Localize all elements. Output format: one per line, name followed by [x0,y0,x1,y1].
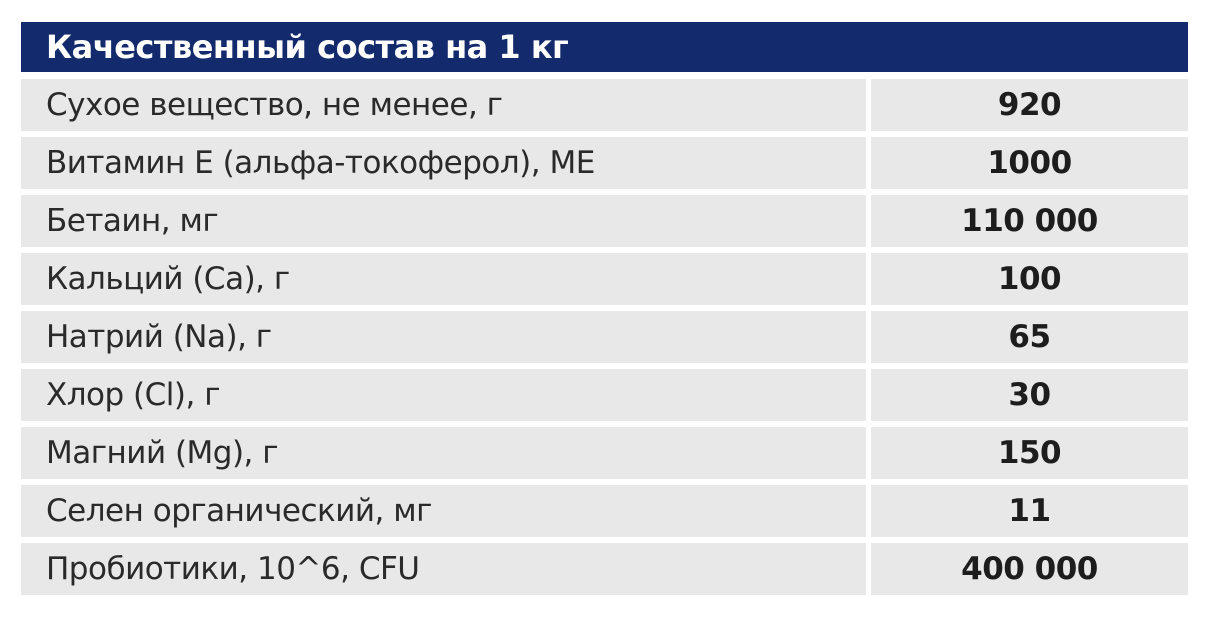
row-label: Пробиотики, 10^6, CFU [21,543,866,595]
table-row [21,311,1188,363]
table-row [21,485,1188,537]
row-label: Селен органический, мг [21,485,866,537]
row-value: 11 [871,485,1188,537]
row-value: 100 [871,253,1188,305]
row-label: Сухое вещество, не менее, г [21,79,866,131]
table-row [21,369,1188,421]
row-label: Кальций (Ca), г [21,253,866,305]
row-label: Бетаин, мг [21,195,866,247]
row-value: 110 000 [871,195,1188,247]
row-value: 1000 [871,137,1188,189]
composition-table [21,22,1188,601]
table-row [21,253,1188,305]
table-row [21,543,1188,595]
row-label: Хлор (Cl), г [21,369,866,421]
table-row [21,137,1188,189]
table-row [21,427,1188,479]
table-title: Качественный состав на 1 кг [21,22,1188,72]
row-value: 400 000 [871,543,1188,595]
table-row [21,79,1188,131]
row-value: 150 [871,427,1188,479]
row-value: 920 [871,79,1188,131]
row-value: 30 [871,369,1188,421]
row-label: Витамин Е (альфа-токоферол), МЕ [21,137,866,189]
table-row [21,195,1188,247]
row-value: 65 [871,311,1188,363]
row-label: Магний (Mg), г [21,427,866,479]
row-label: Натрий (Na), г [21,311,866,363]
